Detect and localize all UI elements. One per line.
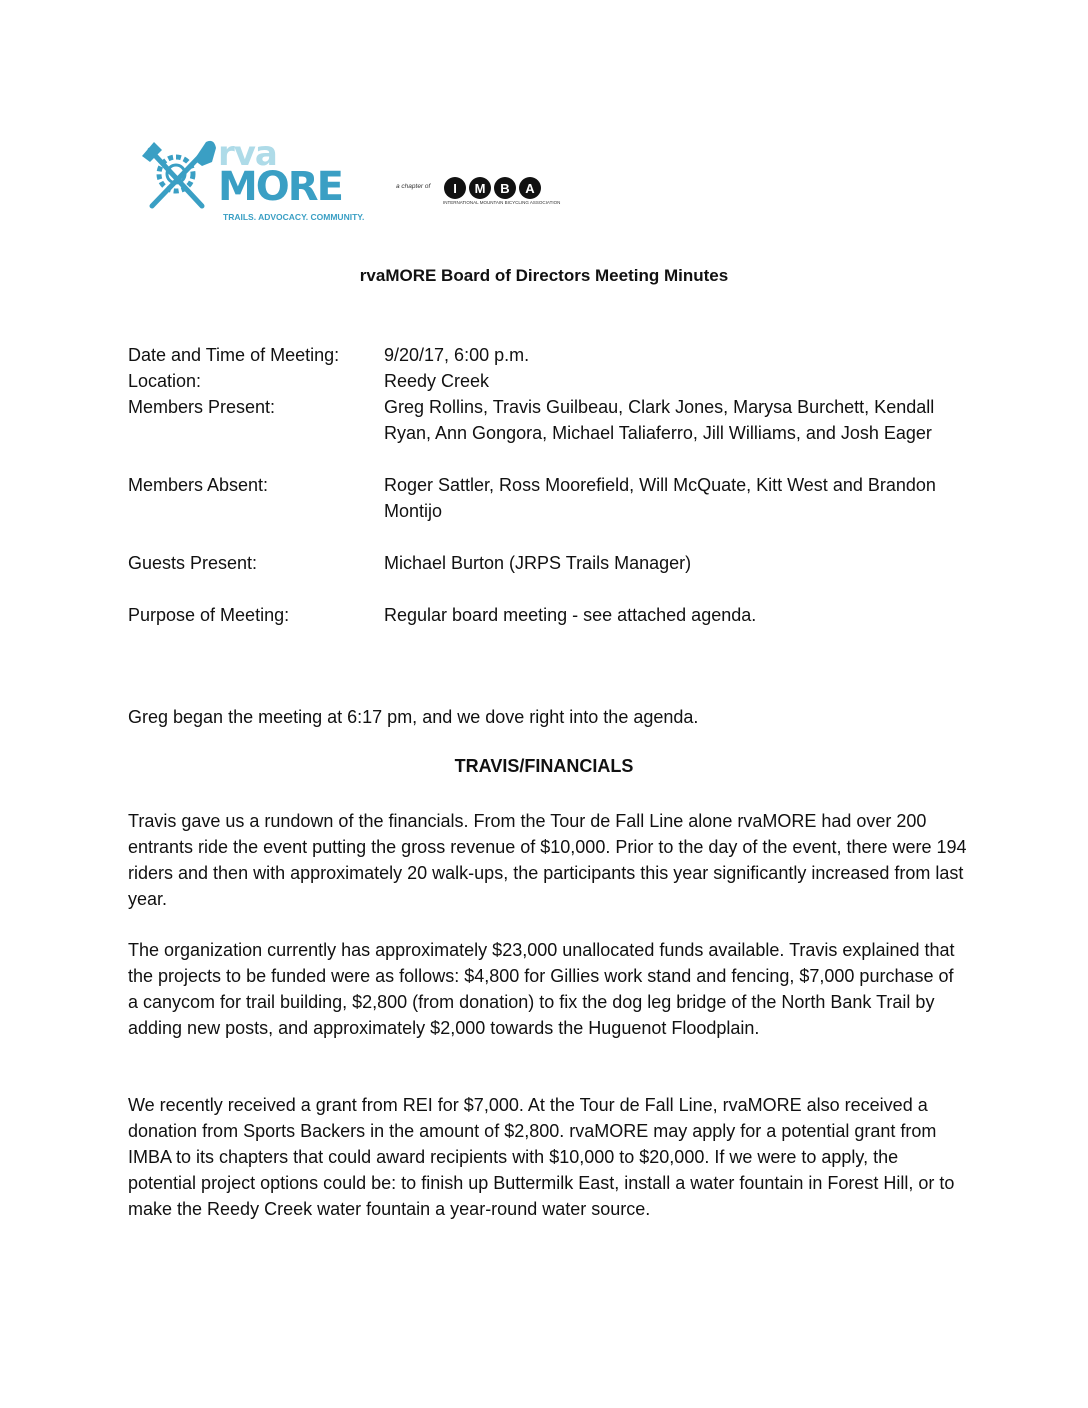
- shovel-axe-gear-icon: [140, 140, 220, 210]
- meta-row-present: [128, 394, 968, 446]
- imba-letter: I: [453, 181, 457, 196]
- imba-subtitle: INTERNATIONAL MOUNTAIN BICYCLING ASSOCIATION: [443, 200, 561, 205]
- imba-letter: A: [525, 181, 535, 196]
- meta-label: Purpose of Meeting:: [128, 605, 290, 625]
- meta-value: Regular board meeting - see attached agenda.: [384, 605, 757, 625]
- chapter-of-text: a chapter of: [396, 183, 431, 190]
- meta-row-guests: [128, 550, 968, 576]
- header-logo: [140, 134, 561, 230]
- meta-row-location: [128, 368, 968, 394]
- imba-letter: M: [474, 181, 486, 196]
- meta-value: 9/20/17, 6:00 p.m.: [384, 345, 530, 365]
- meta-label: Members Present:: [128, 397, 276, 417]
- meta-label: Guests Present:: [128, 553, 258, 573]
- meta-row-purpose: [128, 602, 968, 628]
- meta-value: Reedy Creek: [384, 371, 490, 391]
- meta-value: Greg Rollins, Travis Guilbeau, Clark Jones, Marysa Burchett, Kendall Ryan, Ann Gongora, Michael Taliaferro, Jill Williams, and Josh Eager: [384, 397, 935, 443]
- document-title: rvaMORE Board of Directors Meeting Minutes: [359, 266, 729, 285]
- logo-rva: rva: [218, 134, 277, 174]
- body-paragraph: The organization currently has approximately $23,000 unallocated funds available. Travis explained that the projects to be funded were as follows: $4,800 for Gillies work stand and fencing, $7,000 purchase of a canycom for trail building, $2,800 (from donation) to fix the dog leg bridge of the North Bank Trail by adding new posts, and approximately $2,000 towards the Huguenot Floodplain.: [128, 940, 955, 1038]
- imba-logo-icon: [443, 176, 543, 200]
- imba-letter: B: [500, 181, 510, 196]
- meta-row-absent: [128, 472, 968, 524]
- body-paragraph: Travis gave us a rundown of the financials. From the Tour de Fall Line alone rvaMORE had over 200 entrants ride the event putting the gross revenue of $10,000. Prior to the day of the event, there were 194 riders and then with approximately 20 walk-ups, the participants this year significantly increased from last year.: [128, 811, 967, 909]
- meta-value: Michael Burton (JRPS Trails Manager): [384, 553, 692, 573]
- meta-label: Members Absent:: [128, 475, 269, 495]
- meta-row-date: [128, 342, 968, 368]
- logo-tagline: TRAILS. ADVOCACY. COMMUNITY.: [223, 212, 365, 222]
- meta-label: Location:: [128, 371, 202, 391]
- meta-value: Roger Sattler, Ross Moorefield, Will McQuate, Kitt West and Brandon Montijo: [384, 475, 936, 521]
- meeting-details: [128, 342, 968, 628]
- intro-paragraph: Greg began the meeting at 6:17 pm, and we dove right into the agenda.: [128, 707, 699, 727]
- body-paragraph: We recently received a grant from REI for $7,000. At the Tour de Fall Line, rvaMORE also received a donation from Sports Backers in the amount of $2,800. rvaMORE may apply for a potential grant from IMBA to its chapters that could award recipients with $10,000 to $20,000. If we were to apply, the potential project options could be: to finish up Buttermilk East, install a water fountain in Forest Hill, or to make the Reedy Creek water fountain a year-round water source.: [128, 1095, 955, 1219]
- logo-more: MORE: [218, 164, 342, 210]
- meta-label: Date and Time of Meeting:: [128, 345, 340, 365]
- section-heading: TRAVIS/FINANCIALS: [454, 756, 634, 776]
